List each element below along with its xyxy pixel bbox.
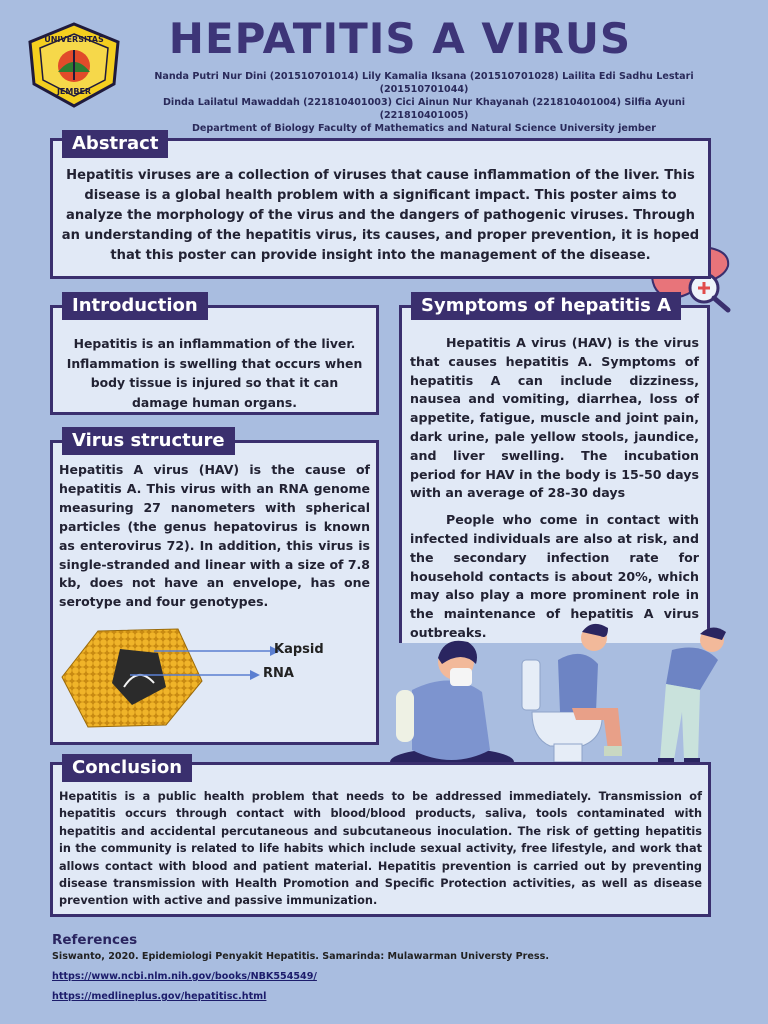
- logo-top-text: UNIVERSITAS: [44, 35, 104, 44]
- rna-label: RNA: [263, 666, 294, 681]
- introduction-panel: [50, 305, 379, 415]
- references-heading: References: [52, 932, 138, 948]
- reference-link-medlineplus[interactable]: https://medlineplus.gov/hepatitisc.html: [52, 991, 267, 1002]
- department: Department of Biology Faculty of Mathematics and Natural Science University jember: [191, 123, 657, 134]
- introduction-heading: Introduction: [62, 292, 208, 320]
- abstract-heading: Abstract: [62, 130, 168, 158]
- authors-line-1: Nanda Putri Nur Dini (201510701014) Lily Kamalia Iksana (201510701028) Lailita Edi Sadhu Lestari (201510701044): [154, 71, 694, 95]
- symptoms-paragraph-1: Hepatitis A virus (HAV) is the virus that causes hepatitis A. Symptoms of hepatitis A can include dizziness, nausea and vomiting, diarrhea, loss of appetite, fatigue, muscle and joint pain, dark urine, pale yellow stools, jaundice, and liver swelling. The incubation period for HAV in the body is 15-50 days with an average of 28-30 days: [410, 335, 699, 501]
- reference-citation: Siswanto, 2020. Epidemiologi Penyakit Hepatitis. Samarinda: Mulawarman Universty Press.: [52, 951, 549, 962]
- authors-block: [118, 70, 730, 135]
- abstract-panel: [50, 138, 711, 279]
- virus-structure-text: Hepatitis A virus (HAV) is the cause of hepatitis A. This virus with an RNA genome measuring 27 nanometers with spherical particles (the genus hepatovirus is known as enterovirus 72). In addition, this virus is single-stranded and linear with a size of 7.8 kb, does not have an envelope, has one serotype and four genotypes.: [59, 462, 370, 610]
- university-logo-icon: [26, 22, 122, 108]
- abstract-text: Hepatitis viruses are a collection of viruses that cause inflammation of the liver. This disease is a global health problem with a significant impact. This poster aims to analyze the morphology of the virus and the dangers of pathogenic viruses. Through an understanding of the hepatitis virus, its causes, and proper prevention, it is hoped that this poster can provide insight into the management of the disease.: [61, 168, 700, 263]
- symptoms-paragraph-2: People who come in contact with infected individuals are also at risk, and the secondary infection rate for household contacts is about 20%, which may also play a more prominent role in the maintenance of hepatitis A virus outbreaks.: [410, 512, 699, 640]
- capsid-label: Kapsid: [274, 642, 324, 657]
- conclusion-text: Hepatitis is a public health problem that needs to be addressed immediately. Transmission of hepatitis occurs through contact with blood/blood products, saliva, tools contaminated with hepatitis and accidental percutaneous and subcutaneous inoculation. The risk of getting hepatitis in the community is related to life habits which include sexual activity, free lifestyle, and work that allows contact with blood and patient material. Hepatitis prevention is carried out by preventing disease transmission with Health Promotion and Specific Protection activities, as well as disease prevention with active and passive immunization.: [59, 790, 702, 908]
- authors-line-2: Dinda Lailatul Mawaddah (221810401003) Cici Ainun Nur Khayanah (221810401004) Silfia Ayuni (221810401005): [162, 97, 686, 121]
- symptoms-panel: [399, 305, 710, 643]
- conclusion-heading: Conclusion: [62, 754, 192, 782]
- poster-title: HEPATITIS A VIRUS: [168, 14, 632, 63]
- logo-bottom-text: JEMBER: [56, 87, 92, 96]
- symptoms-text: [410, 334, 699, 651]
- virus-capsid-illustration: [58, 625, 348, 730]
- sick-people-illustration: [382, 620, 742, 768]
- reference-link-ncbi[interactable]: https://www.ncbi.nlm.nih.gov/books/NBK554549/: [52, 971, 317, 982]
- references-section: [52, 932, 692, 1004]
- virus-structure-heading: Virus structure: [62, 427, 235, 455]
- introduction-text: Hepatitis is an inflammation of the liver. Inflammation is swelling that occurs when body tissue is injured so that it can damage human organs.: [66, 336, 363, 410]
- symptoms-heading: Symptoms of hepatitis A: [411, 292, 681, 320]
- conclusion-panel: [50, 762, 711, 917]
